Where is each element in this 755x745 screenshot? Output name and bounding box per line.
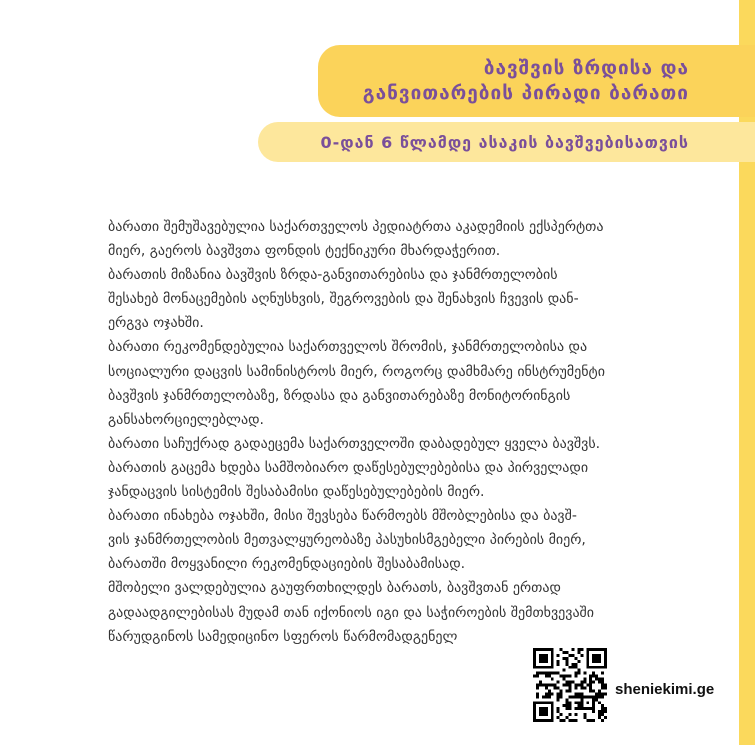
body-line: ბარათი ინახება ოჯახში, მისი შევსება წარმოებს მშობლებისა და ბავშ- [108,508,577,525]
body-line: წარუდგინოს სამედიცინო სფეროს წარმომადგენელ [108,628,458,645]
body-line: ვის ჯანმრთელობის მეთვალყურეობაზე პასუხისმგებელი პირების მიერ, [108,532,586,549]
title-line-1: ბავშვის ზრდისა და [483,57,689,79]
body-text [108,215,691,649]
subtitle: 0-დან 6 წლამდე ასაკის ბავშვებისათვის [320,132,689,152]
body-line: ბავშვის ჯანმრთელობაზე, ზრდასა და განვითარებაზე მონიტორინგის [108,387,571,404]
title-banner [318,45,755,117]
body-line: მიერ, გაეროს ბავშვთა ფონდის ტექნიკური მხარდაჭერით. [108,243,501,260]
body-line: ბარათი საჩუქრად გადაეცემა საქართველოში დაბადებულ ყველა ბავშვს. [108,435,601,452]
body-line: ბარათი რეკომენდებულია საქართველოს შრომის, ჯანმრთელობისა და [108,339,588,356]
body-line: ბარათი შემუშავებულია საქართველოს პედიატრთა აკადემიის ექსპერტთა [108,219,604,235]
title-line-2: განვითარების პირადი ბარათი [362,82,689,104]
body-line: განსახორციელებლად. [108,411,264,428]
body-line: ჯანდაცვის სისტემის შესაბამისი დაწესებულებების მიერ. [108,484,485,501]
body-line: ერგვა ოჯახში. [108,315,204,332]
body-line: ბარათის მიზანია ბავშვის ზრდა-განვითარებისა და ჯანმრთელობის [108,267,558,284]
body-line: ბარათის გაცემა ხდება სამშობიარო დაწესებულებებისა და პირველადი [108,459,589,476]
body-line: სოციალური დაცვის სამინისტროს მიერ, როგორც დამხმარე ინსტრუმენტი [108,363,605,380]
qr-code-icon[interactable] [533,648,607,722]
body-line: გადაადგილებისას მუდამ თან იქონიოს იგი და საჭიროების შემთხვევაში [108,604,595,621]
website-link[interactable]: sheniekimi.ge [615,681,715,698]
body-line: შესახებ მონაცემების აღნუსხვის, შეგროვების და შენახვის ჩვევის დან- [108,291,579,308]
body-line: მშობელი ვალდებულია გაუფრთხილდეს ბარათს, ბავშვთან ერთად [108,580,561,597]
body-line: ბარათში მოყვანილი რეკომენდაციების შესაბამისად. [108,556,466,573]
subtitle-banner [258,122,755,162]
